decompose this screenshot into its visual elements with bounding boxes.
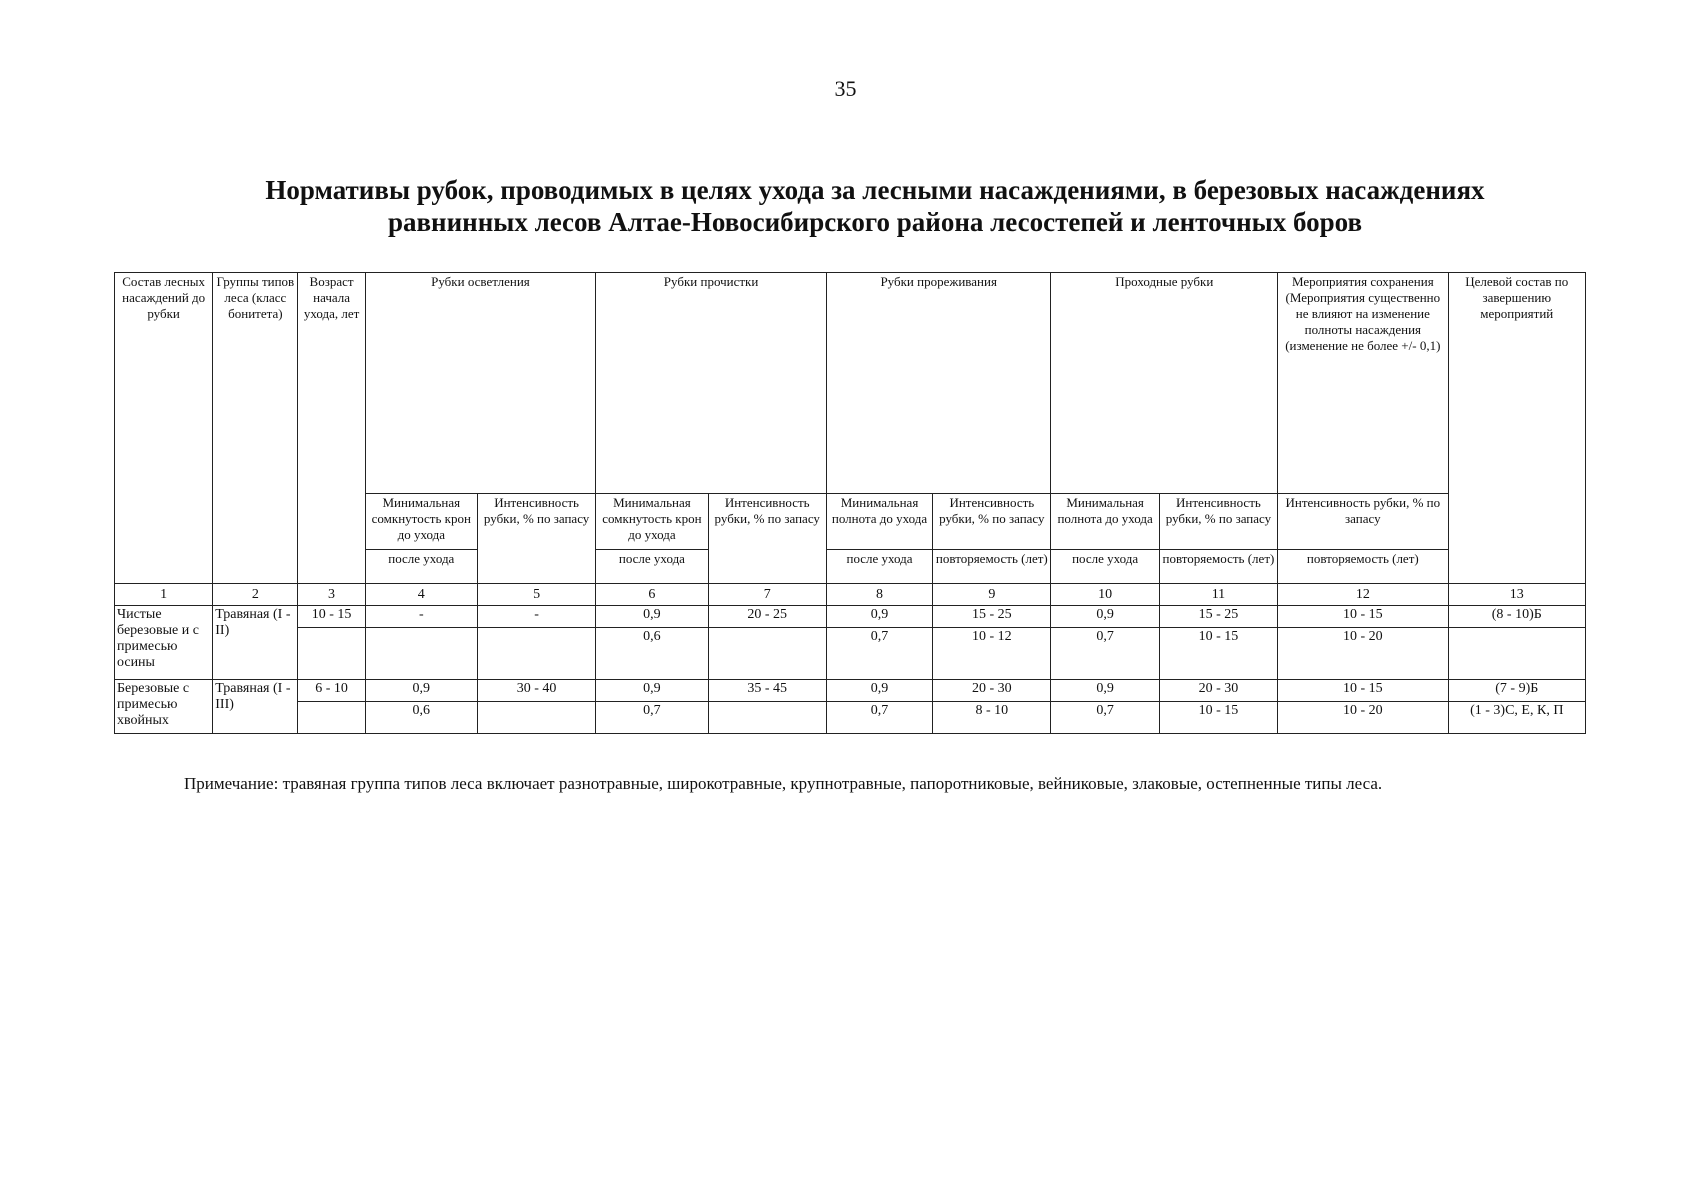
- cell-forest-type: Травяная (I - II): [213, 606, 298, 680]
- sub-after-care: после ухода: [365, 550, 477, 584]
- table-cell: [708, 628, 826, 680]
- table-cell: -: [365, 606, 477, 628]
- table-cell: 0,9: [826, 680, 932, 702]
- sub-min-crown-closure: Минимальная сомкнутость крон до ухода: [596, 494, 708, 550]
- table-cell: 20 - 30: [933, 680, 1051, 702]
- table-cell: 0,7: [596, 702, 708, 734]
- table-cell: 10 - 15: [1278, 606, 1448, 628]
- table-cell: 0,6: [596, 628, 708, 680]
- column-number: 10: [1051, 584, 1159, 606]
- note-text: Примечание: травяная группа типов леса включает разнотравные, широкотравные, крупнотравные, папоротниковые, вейниковые, злаковые, остепненные типы леса.: [184, 774, 1383, 793]
- table-cell: [298, 702, 365, 734]
- sub-repeatability: повторяемость (лет): [933, 550, 1051, 584]
- table-cell: 0,9: [596, 606, 708, 628]
- table-cell: 0,9: [596, 680, 708, 702]
- table-cell: [365, 628, 477, 680]
- table-cell: 10 - 15: [1278, 680, 1448, 702]
- table-cell: 10 - 15: [1159, 702, 1277, 734]
- column-number: 8: [826, 584, 932, 606]
- header-composition: Состав лесных насаждений до рубки: [115, 273, 213, 584]
- column-number: 2: [213, 584, 298, 606]
- table-cell: 15 - 25: [1159, 606, 1277, 628]
- table-cell: 15 - 25: [933, 606, 1051, 628]
- table-cell: 0,9: [1051, 606, 1159, 628]
- table-cell: -: [477, 606, 595, 628]
- table-cell: 0,9: [826, 606, 932, 628]
- column-number: 12: [1278, 584, 1448, 606]
- column-number: 13: [1448, 584, 1585, 606]
- header-row-groups: [115, 273, 1586, 494]
- header-passage: Проходные рубки: [1051, 273, 1278, 494]
- table-cell: 20 - 30: [1159, 680, 1277, 702]
- page-number: 35: [834, 76, 857, 101]
- column-number: 4: [365, 584, 477, 606]
- table-cell: 10 - 20: [1278, 702, 1448, 734]
- table-cell: 10 - 20: [1278, 628, 1448, 680]
- table-cell: 20 - 25: [708, 606, 826, 628]
- sub-min-crown-closure: Минимальная сомкнутость крон до ухода: [365, 494, 477, 550]
- table-cell: [708, 702, 826, 734]
- column-number: 3: [298, 584, 365, 606]
- table-cell: 35 - 45: [708, 680, 826, 702]
- table-row: [115, 680, 1586, 702]
- sub-after-care: после ухода: [596, 550, 708, 584]
- cell-start-age: 10 - 15: [298, 606, 365, 628]
- table-cell: (1 - 3)С, Е, К, П: [1448, 702, 1585, 734]
- sub-intensity: Интенсивность рубки, % по запасу: [708, 494, 826, 584]
- note: [112, 772, 1582, 796]
- column-number-row: [115, 584, 1586, 606]
- header-thinning: Рубки прореживания: [826, 273, 1051, 494]
- table-row: [115, 628, 1586, 680]
- sub-after-care: после ухода: [826, 550, 932, 584]
- table-cell: 10 - 12: [933, 628, 1051, 680]
- column-number: 6: [596, 584, 708, 606]
- table-cell: [298, 628, 365, 680]
- column-number: 11: [1159, 584, 1277, 606]
- column-number: 9: [933, 584, 1051, 606]
- document-title: [110, 174, 1640, 238]
- sub-intensity: Интенсивность рубки, % по запасу: [933, 494, 1051, 550]
- norms-table: [114, 272, 1586, 734]
- table-cell: 10 - 15: [1159, 628, 1277, 680]
- header-preservation: Мероприятия сохранения (Мероприятия существенно не влияют на изменение полноты насаждения (изменение не более +/- 0,1): [1278, 273, 1448, 494]
- header-clearing: Рубки осветления: [365, 273, 596, 494]
- sub-min-density: Минимальная полнота до ухода: [1051, 494, 1159, 550]
- cell-start-age: 6 - 10: [298, 680, 365, 702]
- table-cell: 0,9: [1051, 680, 1159, 702]
- table-row: [115, 702, 1586, 734]
- sub-min-density: Минимальная полнота до ухода: [826, 494, 932, 550]
- table-cell: 0,7: [826, 702, 932, 734]
- table-cell: (8 - 10)Б: [1448, 606, 1585, 628]
- table-row: [115, 606, 1586, 628]
- title-line-1: Нормативы рубок, проводимых в целях ухода за лесными насаждениями, в березовых насаждениях: [265, 175, 1485, 205]
- sub-intensity-preservation: Интенсивность рубки, % по запасу: [1278, 494, 1448, 550]
- table-cell: 0,7: [826, 628, 932, 680]
- title-line-2: равнинных лесов Алтае-Новосибирского района лесостепей и ленточных боров: [387, 207, 1363, 237]
- column-number: 5: [477, 584, 595, 606]
- header-start-age: Возраст начала ухода, лет: [298, 273, 365, 584]
- sub-repeatability: повторяемость (лет): [1278, 550, 1448, 584]
- table-cell: [1448, 628, 1585, 680]
- sub-after-care: после ухода: [1051, 550, 1159, 584]
- column-number: 7: [708, 584, 826, 606]
- table-cell: 0,7: [1051, 702, 1159, 734]
- cell-composition: Чистые березовые и с примесью осины: [115, 606, 213, 680]
- sub-intensity: Интенсивность рубки, % по запасу: [1159, 494, 1277, 550]
- cell-composition: Березовые с примесью хвойных: [115, 680, 213, 734]
- table-cell: 8 - 10: [933, 702, 1051, 734]
- sub-repeatability: повторяемость (лет): [1159, 550, 1277, 584]
- header-cleaning: Рубки прочистки: [596, 273, 827, 494]
- table-cell: [477, 628, 595, 680]
- table-cell: 0,7: [1051, 628, 1159, 680]
- sub-intensity: Интенсивность рубки, % по запасу: [477, 494, 595, 584]
- table-cell: [477, 702, 595, 734]
- table-cell: 30 - 40: [477, 680, 595, 702]
- cell-forest-type: Травяная (I - III): [213, 680, 298, 734]
- column-number: 1: [115, 584, 213, 606]
- header-target: Целевой состав по завершению мероприятий: [1448, 273, 1585, 584]
- header-forest-type-groups: Группы типов леса (класс бонитета): [213, 273, 298, 584]
- table-cell: 0,6: [365, 702, 477, 734]
- table-cell: (7 - 9)Б: [1448, 680, 1585, 702]
- table-cell: 0,9: [365, 680, 477, 702]
